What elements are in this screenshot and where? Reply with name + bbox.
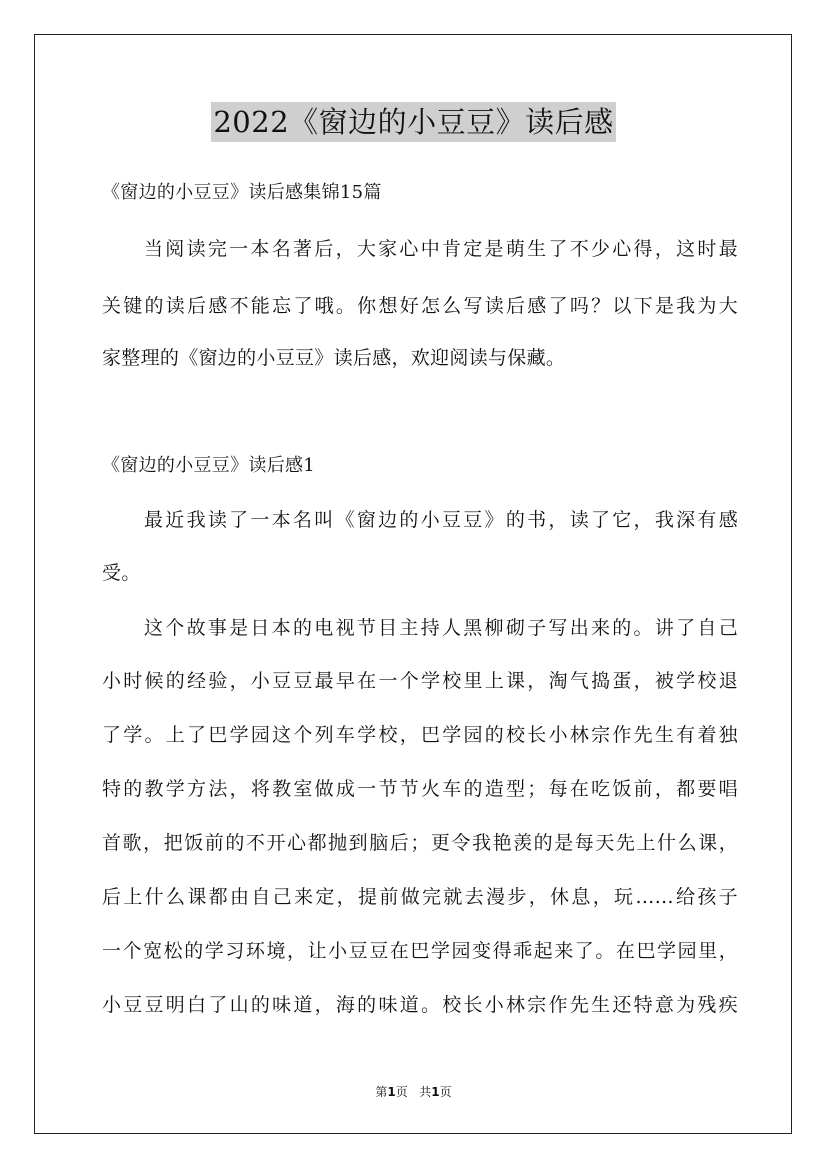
paragraph-line: 这个故事是日本的电视节目主持人黑柳砌子写出来的。讲了自己 (144, 617, 738, 639)
page-prefix: 第 (375, 1085, 388, 1099)
page-footer (0, 1083, 827, 1100)
title-container (0, 102, 827, 142)
document-subtitle: 《窗边的小豆豆》读后感集锦15篇 (102, 182, 382, 203)
paragraph-line: 特的教学方法，将教室做成一节节火车的造型；每在吃饭前，都要唱 (102, 778, 738, 800)
paragraph-line: 后上什么课都由自己来定，提前做完就去漫步，休息，玩……给孩子 (102, 886, 738, 908)
paragraph-line: 了学。上了巴学园这个列车学校，巴学园的校长小林宗作先生有着独 (102, 724, 738, 746)
paragraph-line: 小豆豆明白了山的味道，海的味道。校长小林宗作先生还特意为残疾 (102, 994, 738, 1016)
paragraph-line: 小时候的经验，小豆豆最早在一个学校里上课，淘气捣蛋，被学校退 (102, 670, 738, 692)
paragraph-line: 最近我读了一本名叫《窗边的小豆豆》的书，读了它，我深有感 (144, 509, 738, 531)
total-page-number: 1 (431, 1085, 440, 1099)
intro-line: 关键的读后感不能忘了哦。你想好怎么写读后感了吗？以下是我为大 (102, 295, 738, 317)
page-suffix: 页 (395, 1085, 408, 1099)
intro-line: 家整理的《窗边的小豆豆》读后感，欢迎阅读与保藏。 (102, 347, 566, 369)
paragraph-line: 首歌，把饭前的不开心都抛到脑后；更令我艳羡的是每天先上什么课， (102, 832, 738, 854)
current-page-number: 1 (387, 1085, 396, 1099)
paragraph-line: 受。 (102, 562, 141, 584)
section-heading: 《窗边的小豆豆》读后感1 (102, 455, 316, 476)
document-title: 2022《窗边的小豆豆》读后感 (211, 102, 615, 142)
total-prefix: 共 (419, 1085, 432, 1099)
paragraph-line: 一个宽松的学习环境，让小豆豆在巴学园变得乖起来了。在巴学园里， (102, 940, 738, 962)
intro-line: 当阅读完一本名著后，大家心中肯定是萌生了不少心得，这时最 (144, 238, 738, 260)
total-suffix: 页 (439, 1085, 452, 1099)
